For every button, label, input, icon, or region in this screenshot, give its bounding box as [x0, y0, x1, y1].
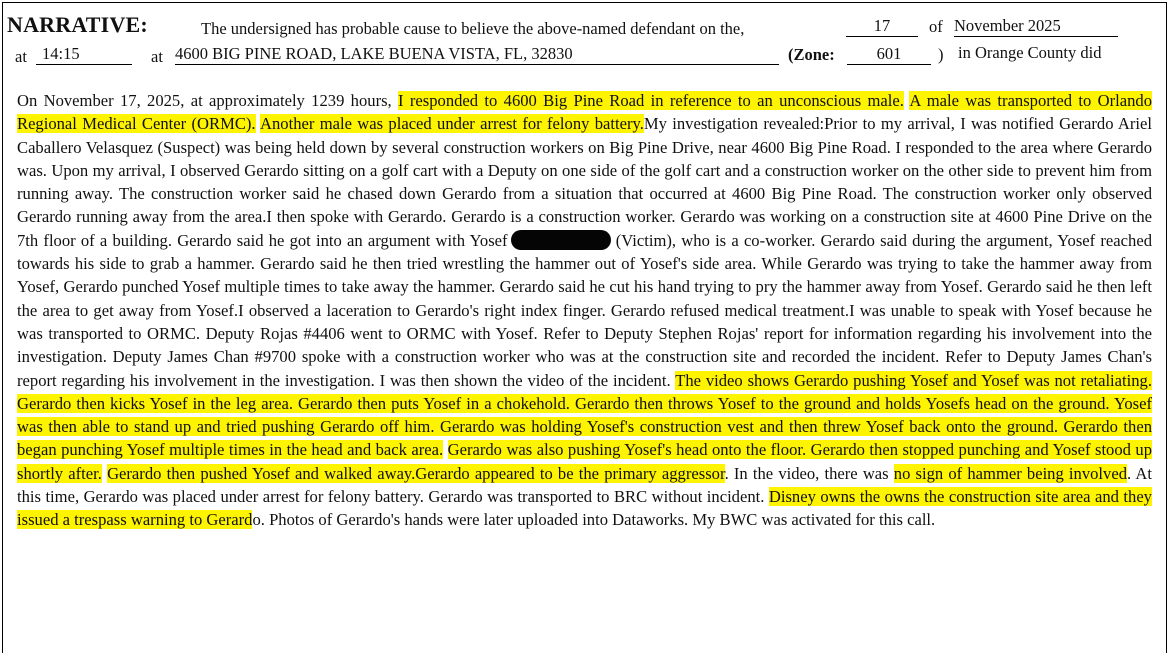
highlighted-text: The video shows Gerardo pushing Yosef and Yosef was not retaliating. Gerardo then kicks Yosef in the leg area. Gerardo then puts Yosef in a chokehold. Gerardo then throws Yosef to the ground and holds Yosefs head on the ground. Yosef was then able to stand up and tried pushing Gerardo off him. Gerardo was holding Yosef's construction vest and then threw Yosef back onto the ground. Gerardo then began punching Yosef multiple times in the head and back area. [17, 370, 1152, 460]
narrative-label: NARRATIVE: [7, 12, 148, 37]
highlighted-text: A male was transported to Orlando Regional Medical Center (ORMC). [17, 91, 1153, 134]
location-field: 4600 BIG PINE ROAD, LAKE BUENA VISTA, FL, 32830 [175, 44, 779, 65]
narrative-text: . In the video, there was [724, 463, 894, 483]
at-label-2: at [151, 47, 163, 66]
narrative-text: On November 17, 2025, at approximately 1239 hours, [17, 91, 399, 110]
zone-label: (Zone: [788, 45, 835, 64]
zone-close-paren: ) [938, 45, 944, 64]
probable-cause-statement: The undersigned has probable cause to believe the above-named defendant on the, [201, 19, 745, 38]
highlighted-text: Disney owns the owns the construction site area and they issued a trespass warning to Gerard [17, 487, 1152, 530]
highlighted-text: Gerardo then pushed Yosef and walked away.Gerardo appeared to be the primary aggressor [107, 463, 725, 483]
time-field: 14:15 [36, 44, 132, 65]
highlighted-text: I responded to 4600 Big Pine Road in reference to an unconscious male. [398, 91, 904, 110]
narrative-text [443, 440, 447, 459]
narrative-text: (Victim), who is a co-worker. Gerardo said during the argument, Yosef reached towards his side to grab a hammer. Gerardo said he then tried wrestling the hammer out of Yosef's side area. While Gerardo was trying to take the hammer away from Yosef, Gerardo punched Yosef multiple times to take away the hammer. Gerardo said he cut his hand trying to pry the hammer away from Yosef. Gerardo said he then left the area to get away from Yosef.I observed a laceration to Gerardo's right index finger. Gerardo refused medical treatment.I was unable to speak with Yosef because he was transported to ORMC. Deputy Rojas #4406 went to ORMC with Yosef. Refer to Deputy Stephen Rojas' report for information regarding his involvement into the investigation. Deputy James Chan #9700 spoke with a construction worker who was at the construction site and recorded the incident. Refer to Deputy James Chan's report regarding his involvement in the investigation. I was then shown the video of the incident. [17, 230, 1152, 390]
redaction-mark [511, 230, 611, 250]
highlighted-text: Another male was placed under arrest for felony battery. [260, 114, 644, 134]
county-text: in Orange County did [958, 43, 1102, 62]
day-field: 17 [846, 16, 918, 37]
narrative-form [2, 2, 1167, 653]
highlighted-text: no sign of hammer being involved [893, 463, 1128, 483]
month-year-field: November 2025 [954, 16, 1118, 37]
at-label: at [15, 47, 27, 66]
narrative-text: . At this time, Gerardo was placed under arrest for felony battery. Gerardo was transported to BRC without incident. [17, 463, 1153, 507]
narrative-text: My investigation revealed:Prior to my arrival, I was notified Gerardo Ariel Caballero Velasquez (Suspect) was being held down by several construction workers on Big Pine Drive, near 4600 Big Pine Road. I responded to the area where Gerardo was. Upon my arrival, I observed Gerardo sitting on a golf cart with a Deputy on one side of the golf cart and a construction worker on the other side to prevent him from running away. The construction worker said he chased down Gerardo from a situation that occurred at 4600 Big Pine Road. The construction worker only observed Gerardo running away from the area.I then spoke with Gerardo. Gerardo is a construction worker. Gerardo was working on a construction site at 4600 Pine Drive on the 7th floor of a building. Gerardo said he got into an argument with Yosef [17, 114, 1152, 250]
zone-field: 601 [847, 44, 931, 65]
narrative-body [17, 89, 1152, 532]
of-label: of [929, 17, 943, 36]
highlighted-text: Gerardo was also pushing Yosef's head onto the floor. Gerardo then stopped punching and Yosef stood up shortly after. [17, 440, 1152, 483]
narrative-text: o. Photos of Gerardo's hands were later uploaded into Dataworks. My BWC was activated for this call. [252, 510, 936, 530]
